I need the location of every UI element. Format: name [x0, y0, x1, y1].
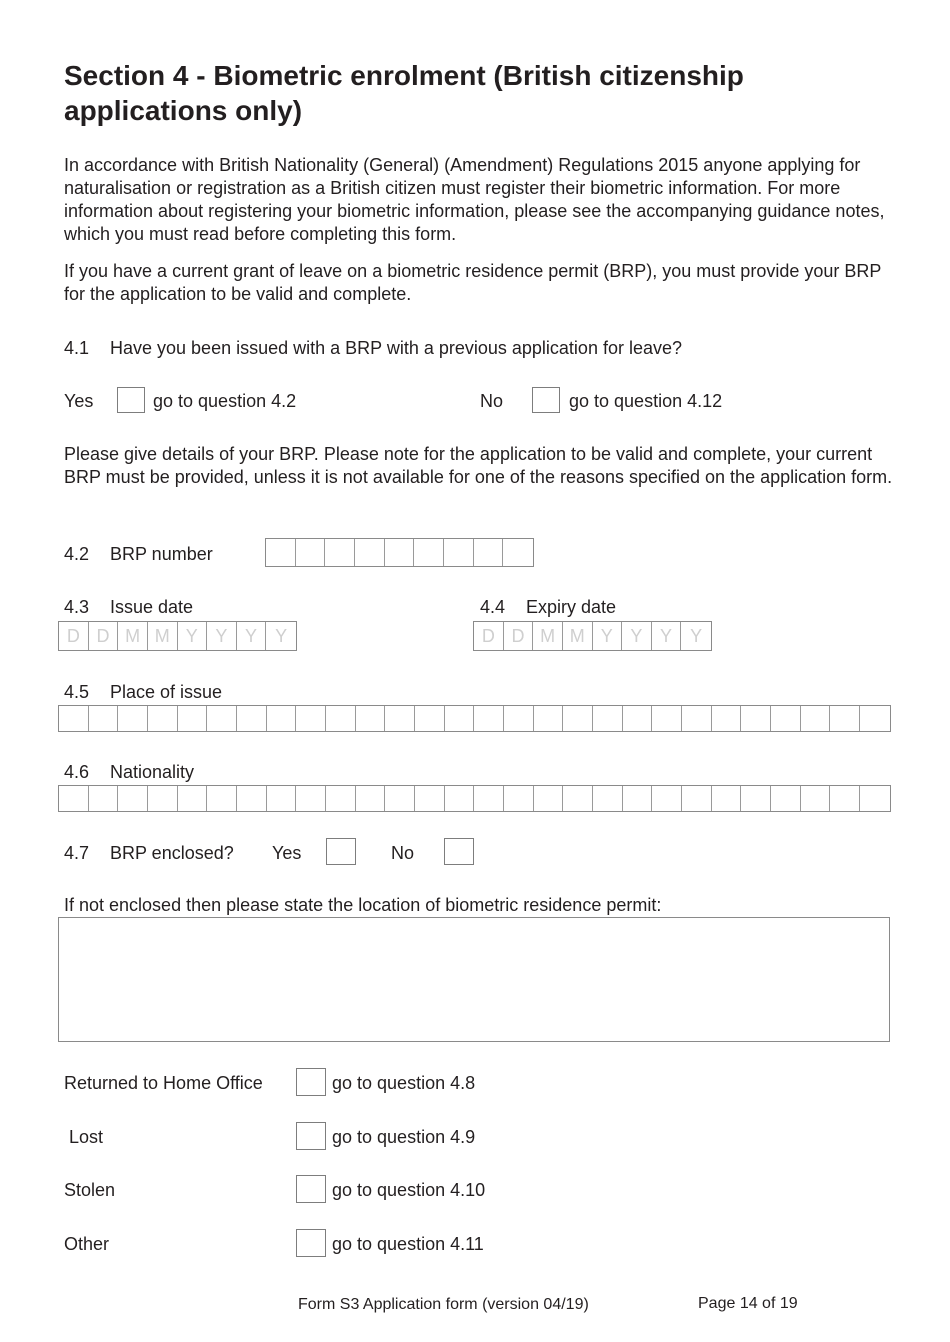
q45-label: Place of issue: [110, 682, 223, 702]
nationality-cell[interactable]: [148, 786, 178, 811]
nationality-cell[interactable]: [534, 786, 564, 811]
place-of-issue-cell[interactable]: [178, 706, 208, 731]
q43-number: 4.3: [64, 597, 90, 617]
expiry-date-cell[interactable]: Y: [622, 622, 652, 650]
q46-number: 4.6: [64, 762, 90, 782]
nationality-cell[interactable]: [801, 786, 831, 811]
issue-date-cell[interactable]: Y: [237, 622, 267, 650]
nationality-cell[interactable]: [830, 786, 860, 811]
nationality-cell[interactable]: [712, 786, 742, 811]
place-of-issue-cell[interactable]: [741, 706, 771, 731]
q44-label: Expiry date: [526, 597, 617, 617]
footer-form-name: Form S3 Application form (version 04/19): [298, 1296, 589, 1313]
place-of-issue-cell[interactable]: [89, 706, 119, 731]
expiry-date-cell[interactable]: Y: [652, 622, 682, 650]
nationality-cell[interactable]: [563, 786, 593, 811]
reason-other-label: Other: [64, 1234, 110, 1254]
issue-date-cell[interactable]: D: [89, 622, 119, 650]
reason-stolen-label: Stolen: [64, 1180, 116, 1200]
place-of-issue-cell[interactable]: [59, 706, 89, 731]
nationality-cell[interactable]: [623, 786, 653, 811]
place-of-issue-cell[interactable]: [445, 706, 475, 731]
q41-no-goto: go to question 4.12: [569, 391, 723, 411]
section-title: Section 4 - Biometric enrolment (British citizenship applications only): [64, 60, 744, 126]
place-of-issue-cell[interactable]: [148, 706, 178, 731]
nationality-cell[interactable]: [89, 786, 119, 811]
nationality-cell[interactable]: [356, 786, 386, 811]
nationality-cell[interactable]: [207, 786, 237, 811]
place-of-issue-cell[interactable]: [385, 706, 415, 731]
q47-no-label: No: [391, 843, 415, 863]
issue-date-cell[interactable]: Y: [178, 622, 208, 650]
nationality-cell[interactable]: [593, 786, 623, 811]
place-of-issue-cell[interactable]: [563, 706, 593, 731]
nationality-cell[interactable]: [682, 786, 712, 811]
nationality-cell[interactable]: [504, 786, 534, 811]
expiry-date-cell[interactable]: D: [504, 622, 534, 650]
place-of-issue-cell[interactable]: [801, 706, 831, 731]
nationality-cell[interactable]: [860, 786, 890, 811]
nationality-cell[interactable]: [59, 786, 89, 811]
place-of-issue-cell[interactable]: [682, 706, 712, 731]
q42-label: BRP number: [110, 544, 213, 564]
reason-lost-label: Lost: [64, 1127, 104, 1147]
q41-yes-goto: go to question 4.2: [153, 391, 297, 411]
expiry-date-cell[interactable]: M: [563, 622, 593, 650]
q42-number: 4.2: [64, 544, 90, 564]
brp-number-input[interactable]: [265, 538, 534, 567]
nationality-cell[interactable]: [296, 786, 326, 811]
q47-no-checkbox[interactable]: [444, 838, 474, 865]
issue-date-input[interactable]: [58, 621, 297, 651]
brp-number-cell[interactable]: [266, 539, 296, 566]
nationality-cell[interactable]: [415, 786, 445, 811]
q47-label: BRP enclosed?: [110, 843, 234, 863]
q47-yes-label: Yes: [272, 843, 302, 863]
q41-number: 4.1: [64, 338, 90, 358]
location-prompt: If not enclosed then please state the location of biometric residence permit:: [64, 895, 662, 915]
reason-other-goto: go to question 4.11: [332, 1234, 484, 1254]
brp-number-cell[interactable]: [444, 539, 474, 566]
q46-label: Nationality: [110, 762, 195, 782]
nationality-cell[interactable]: [118, 786, 148, 811]
location-textarea[interactable]: [58, 917, 890, 1042]
place-of-issue-cell[interactable]: [860, 706, 890, 731]
brp-number-cell[interactable]: [296, 539, 326, 566]
reason-other-checkbox[interactable]: [296, 1229, 326, 1257]
nationality-cell[interactable]: [771, 786, 801, 811]
reason-lost-checkbox[interactable]: [296, 1122, 326, 1150]
place-of-issue-cell[interactable]: [652, 706, 682, 731]
nationality-cell[interactable]: [474, 786, 504, 811]
place-of-issue-cell[interactable]: [474, 706, 504, 731]
q41-no-label: No: [480, 391, 504, 411]
place-of-issue-cell[interactable]: [771, 706, 801, 731]
place-of-issue-cell[interactable]: [593, 706, 623, 731]
q43-label: Issue date: [110, 597, 194, 617]
place-of-issue-cell[interactable]: [326, 706, 356, 731]
q45-number: 4.5: [64, 682, 90, 702]
q47-yes-checkbox[interactable]: [326, 838, 356, 865]
q41-question: Have you been issued with a BRP with a previous application for leave?: [110, 338, 683, 358]
q44-number: 4.4: [480, 597, 506, 617]
brp-details-note: Please give details of your BRP. Please note for the application to be valid and complete, your current BRP must be provided, unless it is not available for one of the reasons specified on the application form.: [64, 444, 893, 487]
place-of-issue-cell[interactable]: [267, 706, 297, 731]
place-of-issue-cell[interactable]: [415, 706, 445, 731]
nationality-input[interactable]: [58, 785, 891, 812]
place-of-issue-cell[interactable]: [712, 706, 742, 731]
expiry-date-cell[interactable]: Y: [593, 622, 623, 650]
place-of-issue-cell[interactable]: [830, 706, 860, 731]
issue-date-cell[interactable]: Y: [275, 625, 288, 646]
q41-yes-checkbox[interactable]: [117, 387, 145, 413]
nationality-cell[interactable]: [178, 786, 208, 811]
q41-no-checkbox[interactable]: [532, 387, 560, 413]
place-of-issue-cell[interactable]: [356, 706, 386, 731]
nationality-cell[interactable]: [741, 786, 771, 811]
reason-lost-goto: go to question 4.9: [332, 1127, 476, 1147]
brp-requirement-paragraph: If you have a current grant of leave on a biometric residence permit (BRP), you must provide your BRP for the application to be valid and complete.: [64, 261, 882, 304]
expiry-date-cell[interactable]: Y: [690, 625, 703, 646]
expiry-date-cell[interactable]: D: [474, 622, 504, 650]
place-of-issue-cell[interactable]: [534, 706, 564, 731]
reason-stolen-checkbox[interactable]: [296, 1175, 326, 1203]
q47-number: 4.7: [64, 843, 90, 863]
expiry-date-input[interactable]: [473, 621, 712, 651]
place-of-issue-input[interactable]: [58, 705, 891, 732]
nationality-cell[interactable]: [237, 786, 267, 811]
brp-number-cell[interactable]: [503, 539, 533, 566]
q41-yes-label: Yes: [64, 391, 94, 411]
nationality-cell[interactable]: [652, 786, 682, 811]
footer-page-number: Page 14 of 19: [698, 1295, 798, 1312]
issue-date-cell[interactable]: M: [148, 622, 178, 650]
reason-stolen-goto: go to question 4.10: [332, 1180, 486, 1200]
brp-number-cell[interactable]: [325, 539, 355, 566]
expiry-date-cell[interactable]: M: [533, 622, 563, 650]
nationality-cell[interactable]: [445, 786, 475, 811]
reason-returned-checkbox[interactable]: [296, 1068, 326, 1096]
nationality-cell[interactable]: [326, 786, 356, 811]
reason-returned-label: Returned to Home Office: [64, 1073, 263, 1093]
nationality-cell[interactable]: [385, 786, 415, 811]
brp-number-cell[interactable]: [474, 539, 504, 566]
place-of-issue-cell[interactable]: [118, 706, 148, 731]
place-of-issue-cell[interactable]: [296, 706, 326, 731]
brp-number-cell[interactable]: [385, 539, 415, 566]
place-of-issue-cell[interactable]: [623, 706, 653, 731]
reason-returned-goto: go to question 4.8: [332, 1073, 476, 1093]
place-of-issue-cell[interactable]: [207, 706, 237, 731]
brp-number-cell[interactable]: [414, 539, 444, 566]
nationality-cell[interactable]: [267, 786, 297, 811]
place-of-issue-cell[interactable]: [237, 706, 267, 731]
place-of-issue-cell[interactable]: [504, 706, 534, 731]
issue-date-cell[interactable]: M: [118, 622, 148, 650]
issue-date-cell[interactable]: D: [59, 622, 89, 650]
issue-date-cell[interactable]: Y: [207, 622, 237, 650]
brp-number-cell[interactable]: [355, 539, 385, 566]
intro-paragraph: In accordance with British Nationality (General) (Amendment) Regulations 2015 anyone applying for naturalisation or registration as a British citizen must register their biometric information. For more information about registering your biometric information, please see the accompanying guidance notes, which you must read before completing this form.: [64, 155, 885, 244]
